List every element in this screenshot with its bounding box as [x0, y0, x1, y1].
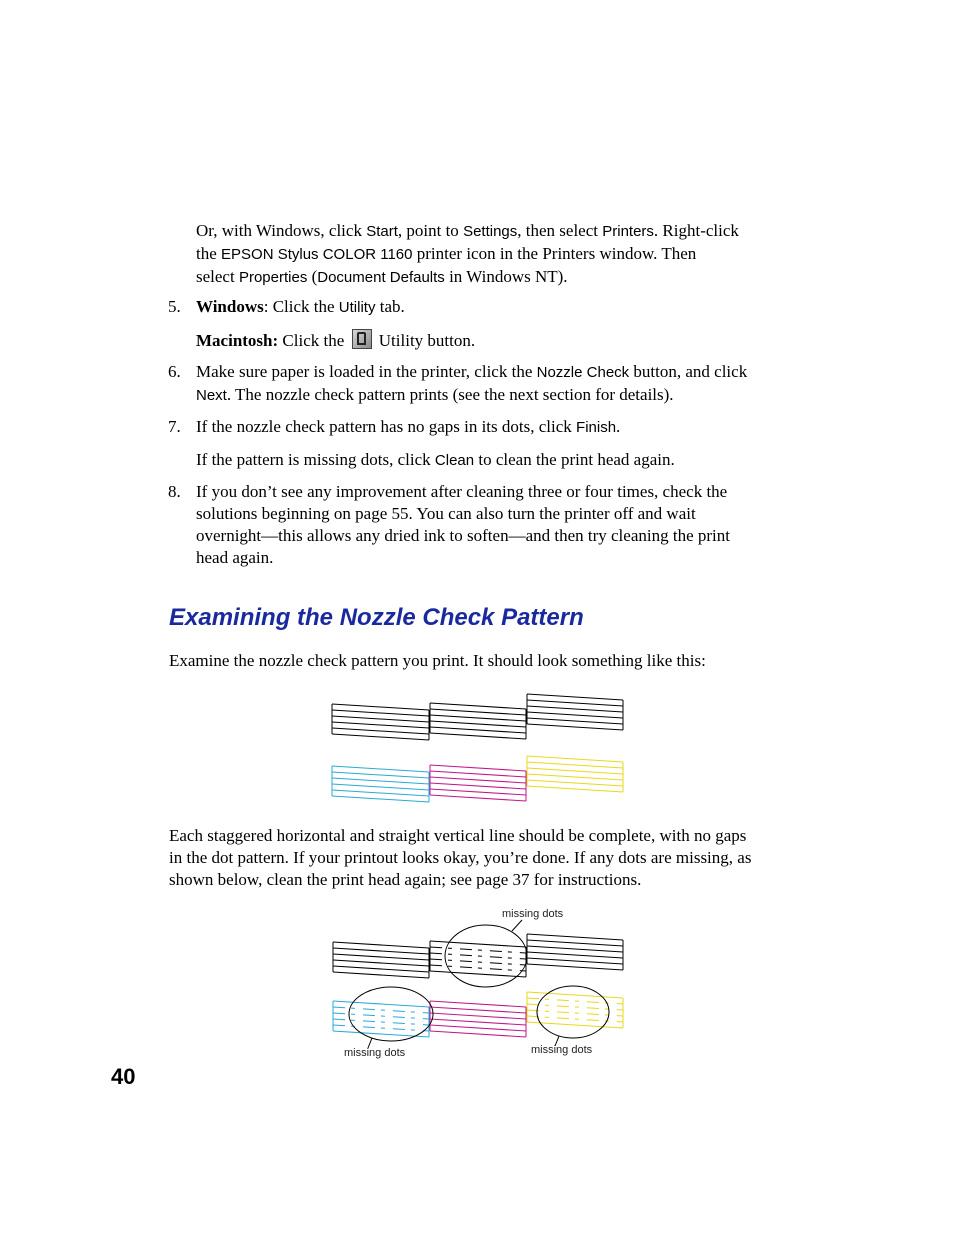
black-block-1-line: [333, 942, 429, 948]
magenta-block-line: [430, 1013, 526, 1019]
step-6-number: 6.: [168, 362, 181, 381]
black-block-3-line: [527, 964, 623, 970]
cyan-block-line: [333, 1001, 429, 1007]
magenta-block-line: [430, 1031, 526, 1037]
step-5-windows: Windows: Click the Utility tab.: [196, 297, 405, 316]
missing-dots-label-bottom-right: missing dots: [531, 1044, 593, 1056]
black-block-1-line: [333, 960, 429, 966]
black-block-2-line: [430, 959, 526, 965]
step-8-text: If you don’t see any improvement after cleaning three or four times, check the solutions beginning on page 55. You can also turn the printer off and wait overnight—this allows any dried ink to soften—and then try cleaning the print head again.: [196, 482, 730, 567]
step-7-text: If the nozzle check pattern has no gaps in its dots, click Finish.: [196, 417, 621, 436]
page-number: 40: [111, 1064, 136, 1089]
step-7-number: 7.: [168, 417, 181, 436]
missing-dots-label-top: missing dots: [502, 908, 564, 920]
section-heading: Examining the Nozzle Check Pattern: [169, 604, 584, 631]
black-block-2-line: [430, 965, 526, 971]
yellow-block-line: [527, 992, 623, 998]
missing-dots-circle-top: [445, 925, 527, 987]
missing-dots-circle-bottom-right: [537, 986, 609, 1038]
black-block-1-line: [333, 948, 429, 954]
intro-line-2: the EPSON Stylus COLOR 1160 printer icon in the Printers window. Then: [196, 244, 697, 263]
step-7-subtext: If the pattern is missing dots, click Clean to clean the print head again.: [196, 450, 675, 469]
step-8-number: 8.: [168, 482, 181, 501]
black-block-3-line: [527, 952, 623, 958]
magenta-block-line: [430, 1001, 526, 1007]
black-block-2-line: [430, 953, 526, 959]
section-intro: Examine the nozzle check pattern you print. It should look something like this:: [169, 651, 706, 670]
cyan-block-line: [333, 1019, 429, 1025]
cyan-block-line: [333, 1007, 429, 1013]
intro-line-1: Or, with Windows, click Start, point to Settings, then select Printers. Right-click: [196, 221, 739, 240]
black-block-3-line: [527, 934, 623, 940]
black-block-1-line: [333, 966, 429, 972]
missing-dots-label-bottom-left: missing dots: [344, 1047, 406, 1059]
cyan-block-line: [333, 1013, 429, 1019]
step-6-text: Make sure paper is loaded in the printer, click the Nozzle Check button, and click Next. The nozzle check pattern prints (see the next section for details).: [196, 362, 748, 404]
black-block-2-line: [430, 947, 526, 953]
callout-leader: [512, 920, 522, 931]
section-body: Each staggered horizontal and straight vertical line should be complete, with no gaps in the dot pattern. If your printout looks okay, you’re done. If any dots are missing, as shown below, clean the print head again; see page 37 for instructions.: [169, 826, 752, 889]
step-5-number: 5.: [168, 297, 181, 316]
black-block-1-line: [333, 954, 429, 960]
magenta-block-line: [430, 1019, 526, 1025]
magenta-block-line: [430, 1025, 526, 1031]
black-block-2-line: [430, 941, 526, 947]
black-block-3-line: [527, 958, 623, 964]
black-block-3-line: [527, 946, 623, 952]
black-block-3-line: [527, 940, 623, 946]
step-5-macintosh: Macintosh: Click the Utility button.: [196, 331, 476, 350]
cyan-block-line: [333, 1025, 429, 1031]
intro-line-3: select Properties (Document Defaults in Windows NT).: [196, 267, 568, 286]
missing-dots-circle-bottom-left: [349, 987, 433, 1041]
magenta-block-line: [430, 1007, 526, 1013]
black-block-2-line: [430, 971, 526, 977]
black-block-1-line: [333, 972, 429, 978]
